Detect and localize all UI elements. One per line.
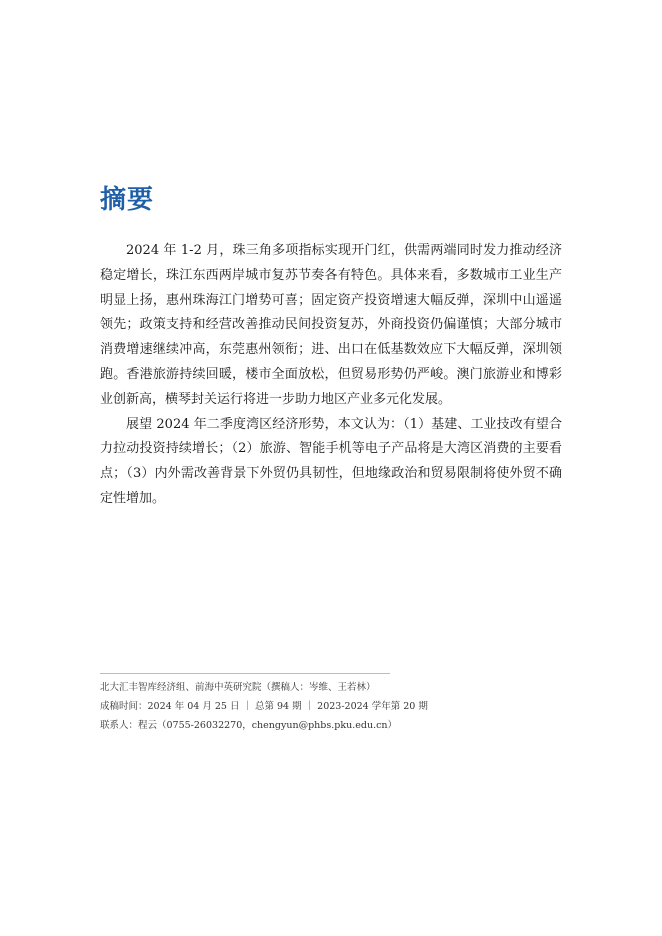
footer-authors: 北大汇丰智库经济组、前海中英研究院（撰稿人：岑维、王若林） (100, 682, 376, 693)
summary-paragraph-1: 2024 年 1-2 月，珠三角多项指标实现开门红，供需两端同时发力推动经济稳定增长，珠江东西两岸城市复苏节奏各有特色。具体来看，多数城市工业生产明显上扬，惠州珠海江门增势可喜；固定资产投资增速大幅反弹，深圳中山遥遥领先；政策支持和经营改善推动民间投资复苏，外商投资仍偏谨慎；大部分城市消费增速继续冲高，东莞惠州领衔；进、出口在低基数效应下大幅反弹，深圳领跑。香港旅游持续回暖，楼市全面放松，但贸易形势仍严峻。澳门旅游业和博彩业创新高，横琴封关运行将进一步助力地区产业多元化发展。 (100, 243, 562, 407)
footer-issue-info: 成稿时间：2024 年 04 月 25 日 ｜ 总第 94 期 ｜ 2023-2024 学年第 20 期 (100, 701, 428, 712)
footer-info (100, 678, 428, 735)
footer-divider (100, 673, 390, 674)
footer-contact: 联系人：程云（0755-26032270，chengyun@phbs.pku.edu.cn） (100, 720, 398, 731)
summary-paragraph-2: 展望 2024 年二季度湾区经济形势，本文认为：（1）基建、工业技改有望合力拉动投资持续增长；（2）旅游、智能手机等电子产品将是大湾区消费的主要看点；（3）内外需改善背景下外贸仍具韧性，但地缘政治和贸易限制将使外贸不确定性增加。 (100, 416, 562, 506)
page-title: 摘要 (100, 185, 155, 215)
summary-body (100, 239, 562, 512)
